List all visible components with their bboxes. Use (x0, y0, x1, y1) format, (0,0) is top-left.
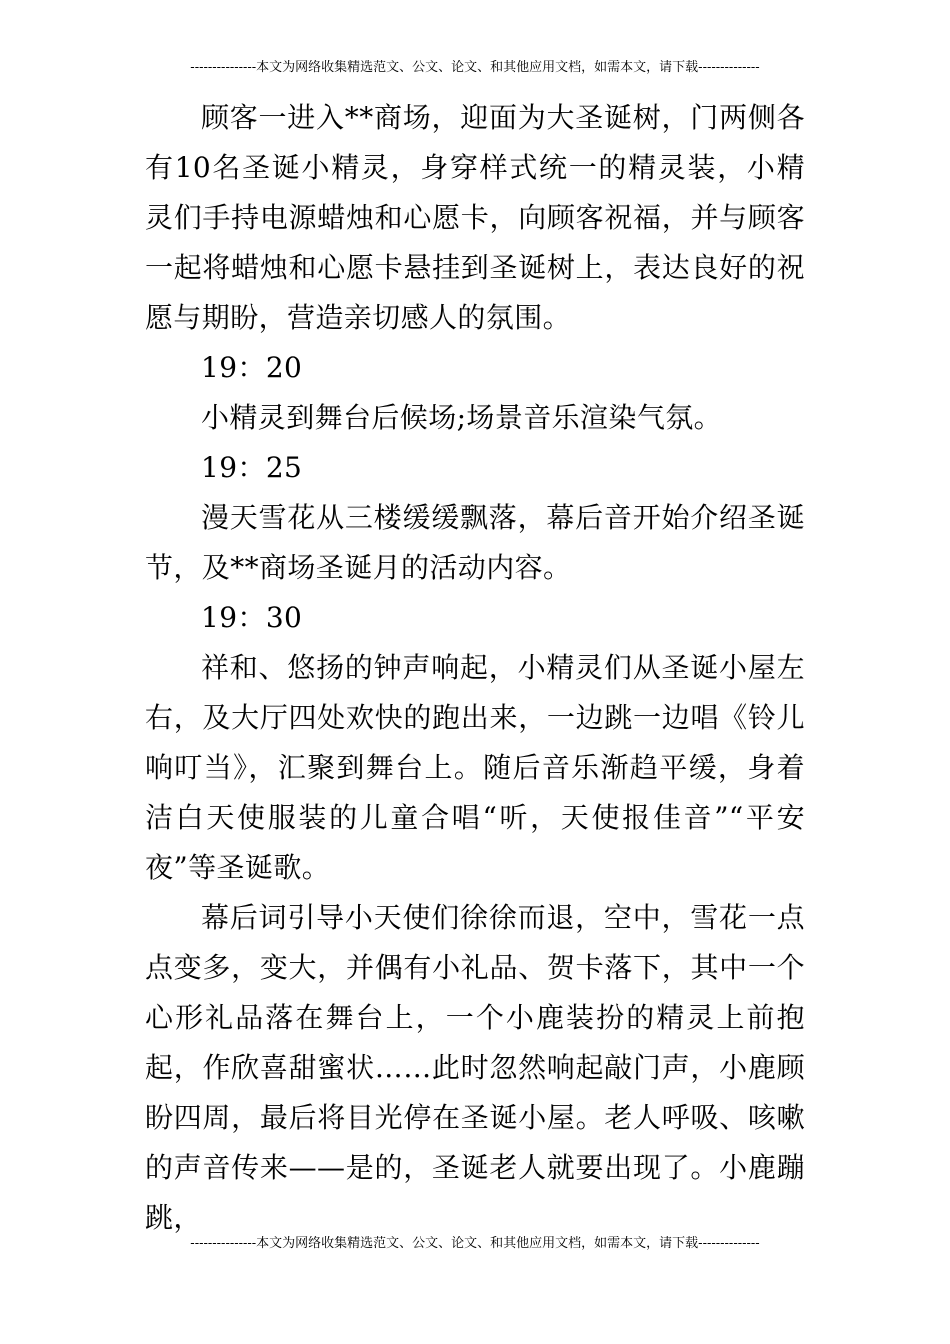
time-1925: 19：25 (201, 451, 303, 484)
paragraph-1930: 祥和、悠扬的钟声响起，小精灵们从圣诞小屋左右，及大厅四处欢快的跑出来，一边跳一边唱《铃儿响叮当》，汇聚到舞台上。随后音乐渐趋平缓，身着洁白天使服装的儿童合唱“听，天使报佳音”“平安夜”等圣诞歌。 (145, 651, 805, 884)
paragraph-1925: 漫天雪花从三楼缓缓飘落，幕后音开始介绍圣诞节，及**商场圣诞月的活动内容。 (145, 501, 805, 584)
footer-banner: ---------------本文为网络收集精选范文、公文、论文、和其他应用文档，如需本文，请下载-------------- (190, 1236, 760, 1251)
document-body (145, 93, 805, 1243)
paragraph-intro: 顾客一进入**商场，迎面为大圣诞树，门两侧各有10名圣诞小精灵，身穿样式统一的精灵装，小精灵们手持电源蜡烛和心愿卡，向顾客祝福，并与顾客一起将蜡烛和心愿卡悬挂到圣诞树上，表达良好的祝愿与期盼，营造亲切感人的氛围。 (145, 101, 805, 334)
header-banner: ---------------本文为网络收集精选范文、公文、论文、和其他应用文档，如需本文，请下载-------------- (190, 60, 760, 75)
paragraph-1920: 小精灵到舞台后候场;场景音乐渲染气氛。 (201, 401, 723, 434)
time-1930: 19：30 (201, 601, 303, 634)
time-1920: 19：20 (201, 351, 303, 384)
paragraph-santa-entrance: 幕后词引导小天使们徐徐而退，空中，雪花一点点变多，变大，并偶有小礼品、贺卡落下，其中一个心形礼品落在舞台上，一个小鹿装扮的精灵上前抱起，作欣喜甜蜜状……此时忽然响起敲门声，小鹿顾盼四周，最后将目光停在圣诞小屋。老人呼吸、咳嗽的声音传来——是的，圣诞老人就要出现了。小鹿蹦跳， (145, 901, 805, 1234)
